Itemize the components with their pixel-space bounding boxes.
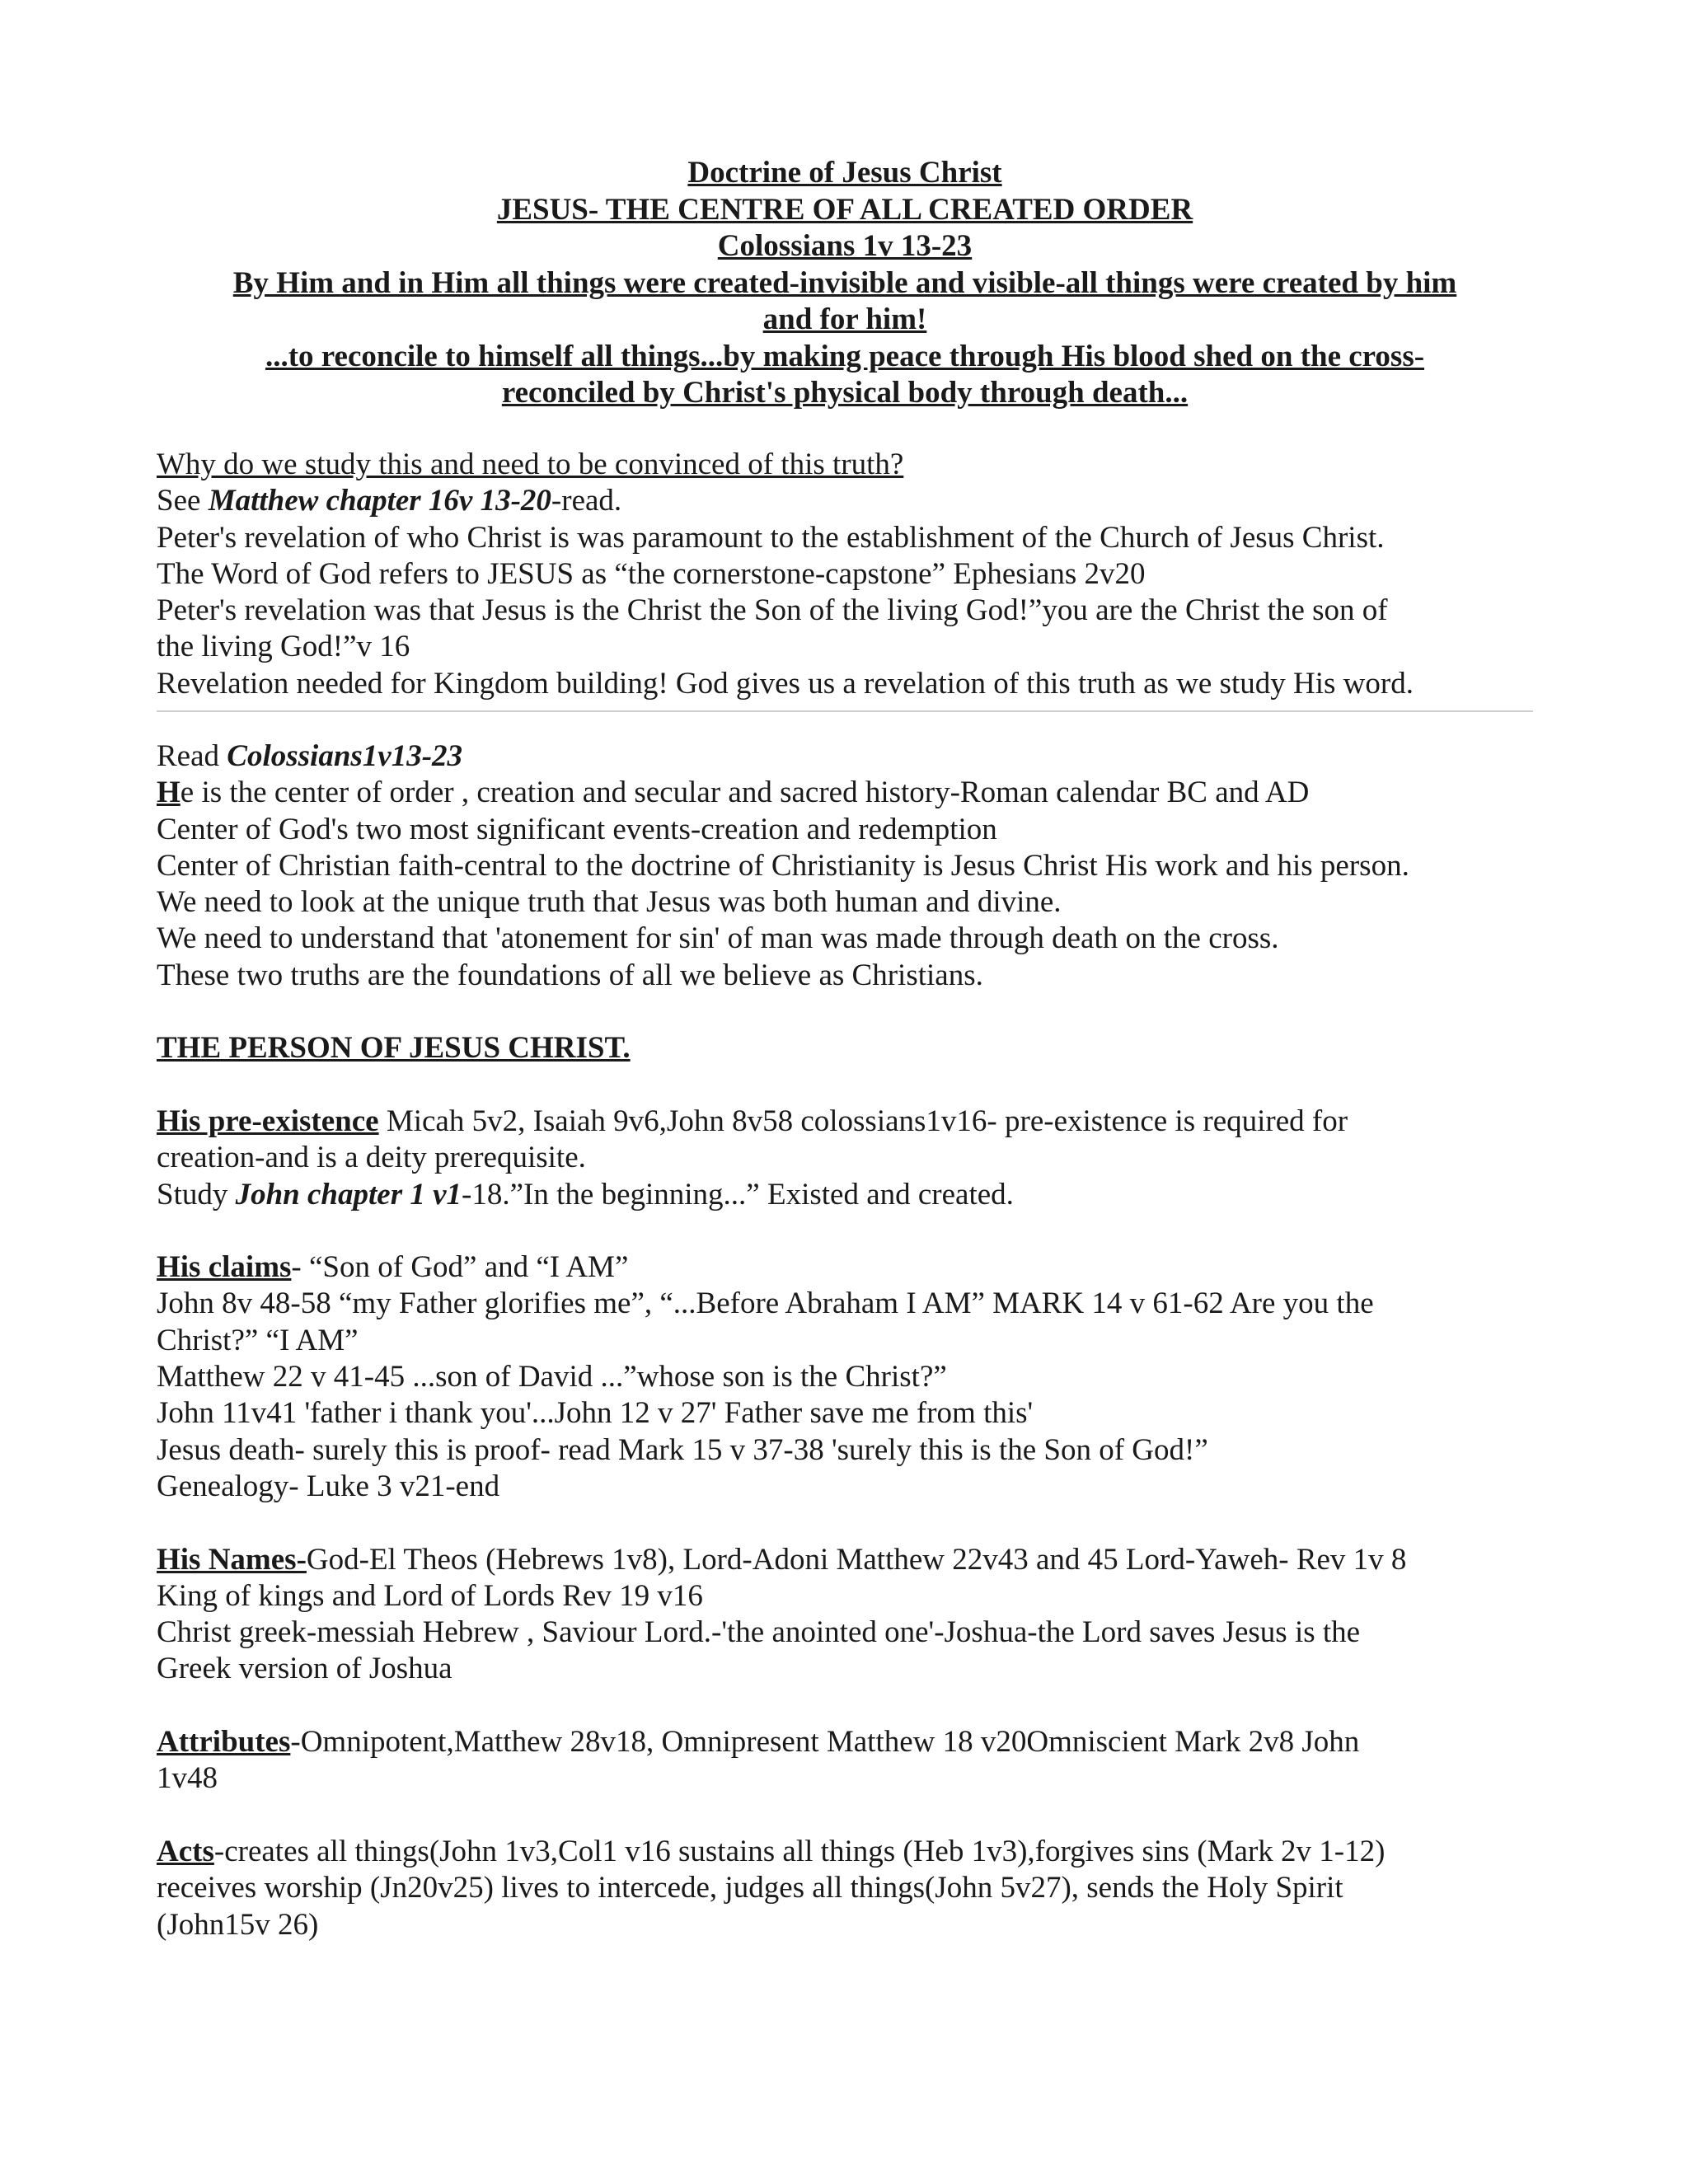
intro-section: [157, 447, 1550, 702]
preexistence-line-1: His pre-existence Micah 5v2, Isaiah 9v6,John 8v58 colossians1v16- pre-existence is required for: [157, 1104, 1348, 1138]
intro-question: Why do we study this and need to be convinced of this truth?: [157, 448, 904, 481]
document-header: [157, 155, 1533, 412]
center-line-6: These two truths are the foundations of all we believe as Christians.: [157, 958, 983, 992]
john-reference: John chapter 1 v1: [235, 1177, 462, 1212]
names-line-2: King of kings and Lord of Lords Rev 19 v16: [157, 1578, 703, 1613]
matthew-reference: Matthew chapter 16v 13-20: [208, 484, 551, 518]
attributes-line-1: Attributes-Omnipotent,Matthew 28v18, Omnipresent Matthew 18 v20Omniscient Mark 2v8 John: [157, 1725, 1360, 1760]
center-line-2: Center of God's two most significant events-creation and redemption: [157, 812, 997, 846]
doc-quote-line-4: reconciled by Christ's physical body through death...: [501, 376, 1189, 410]
center-line-4: We need to look at the unique truth that Jesus was both human and divine.: [157, 885, 1062, 920]
preexistence-study-line: Study John chapter 1 v1-18.”In the beginning...” Existed and created.: [157, 1177, 1014, 1212]
claims-line-2: John 8v 48-58 “my Father glorifies me”, “...Before Abraham I AM” MARK 14 v 61-62 Are you the: [157, 1286, 1374, 1321]
claims-line-4: Matthew 22 v 41-45 ...son of David ...”whose son is the Christ?”: [157, 1360, 947, 1394]
horizontal-divider: [157, 710, 1533, 712]
center-line-5: We need to understand that 'atonement for sin' of man was made through death on the cross.: [157, 921, 1279, 956]
acts-line-3: (John15v 26): [157, 1907, 319, 1942]
doc-title: Doctrine of Jesus Christ: [687, 156, 1002, 190]
doc-scripture-ref: Colossians 1v 13-23: [717, 229, 973, 263]
doc-quote-line-3: ...to reconcile to himself all things...by making peace through His blood shed on the cross-: [265, 339, 1425, 373]
intro-paragraph-2: The Word of God refers to JESUS as “the cornerstone-capstone” Ephesians 2v20: [157, 556, 1146, 591]
doc-quote-line-2: and for him!: [762, 302, 927, 336]
intro-paragraph-3a: Peter's revelation was that Jesus is the Christ the Son of the living God!”you are the Christ the son of: [157, 593, 1388, 628]
names-line-4: Greek version of Joshua: [157, 1652, 452, 1686]
preexistence-label: His pre-existence: [157, 1104, 379, 1138]
acts-line-1: Acts-creates all things(John 1v3,Col1 v16 sustains all things (Heb 1v3),forgives sins (Mark 2v 1-12): [157, 1834, 1386, 1868]
claims-line-1: His claims- “Son of God” and “I AM”: [157, 1250, 629, 1285]
claims-line-5: John 11v41 'father i thank you'...John 12 v 27' Father save me from this': [157, 1396, 1034, 1431]
center-line-3: Center of Christian faith-central to the doctrine of Christianity is Jesus Christ His work and his person.: [157, 848, 1409, 883]
names-line-1: His Names-God-El Theos (Hebrews 1v8), Lord-Adoni Matthew 22v43 and 45 Lord-Yaweh- Rev 1v 8: [157, 1542, 1407, 1577]
main-section: [157, 738, 1550, 1943]
preexistence-line-2: creation-and is a deity prerequisite.: [157, 1141, 586, 1175]
claims-line-6: Jesus death- surely this is proof- read Mark 15 v 37-38 'surely this is the Son of God!”: [157, 1432, 1208, 1467]
claims-line-7: Genealogy- Luke 3 v21-end: [157, 1469, 500, 1503]
claims-line-3: Christ?” “I AM”: [157, 1323, 359, 1357]
doc-subtitle: JESUS- THE CENTRE OF ALL CREATED ORDER: [496, 192, 1193, 227]
doc-quote-line-1: By Him and in Him all things were created-invisible and visible-all things were created by him: [232, 265, 1457, 300]
attributes-label: Attributes: [157, 1725, 291, 1760]
colossians-reference: Colossians1v13-23: [227, 739, 463, 773]
names-label: His Names-: [157, 1542, 307, 1577]
attributes-line-2: 1v48: [157, 1761, 218, 1796]
intro-paragraph-1: Peter's revelation of who Christ is was paramount to the establishment of the Church of Jesus Christ.: [157, 520, 1385, 555]
intro-paragraph-3b: the living God!”v 16: [157, 630, 410, 664]
intro-paragraph-4: Revelation needed for Kingdom building! God gives us a revelation of this truth as we study His word.: [157, 666, 1414, 701]
acts-line-2: receives worship (Jn20v25) lives to intercede, judges all things(John 5v27), sends the Holy Spirit: [157, 1871, 1343, 1905]
center-line-1: He is the center of order , creation and secular and sacred history-Roman calendar BC and AD: [157, 776, 1310, 810]
intro-see-line: See Matthew chapter 16v 13-20-read.: [157, 484, 622, 518]
claims-label: His claims: [157, 1250, 292, 1285]
read-line: Read Colossians1v13-23: [157, 739, 463, 773]
person-heading: THE PERSON OF JESUS CHRIST.: [157, 1031, 631, 1066]
names-line-3: Christ greek-messiah Hebrew , Saviour Lord.-'the anointed one'-Joshua-the Lord saves Jesus is the: [157, 1615, 1361, 1650]
acts-label: Acts: [157, 1834, 214, 1868]
